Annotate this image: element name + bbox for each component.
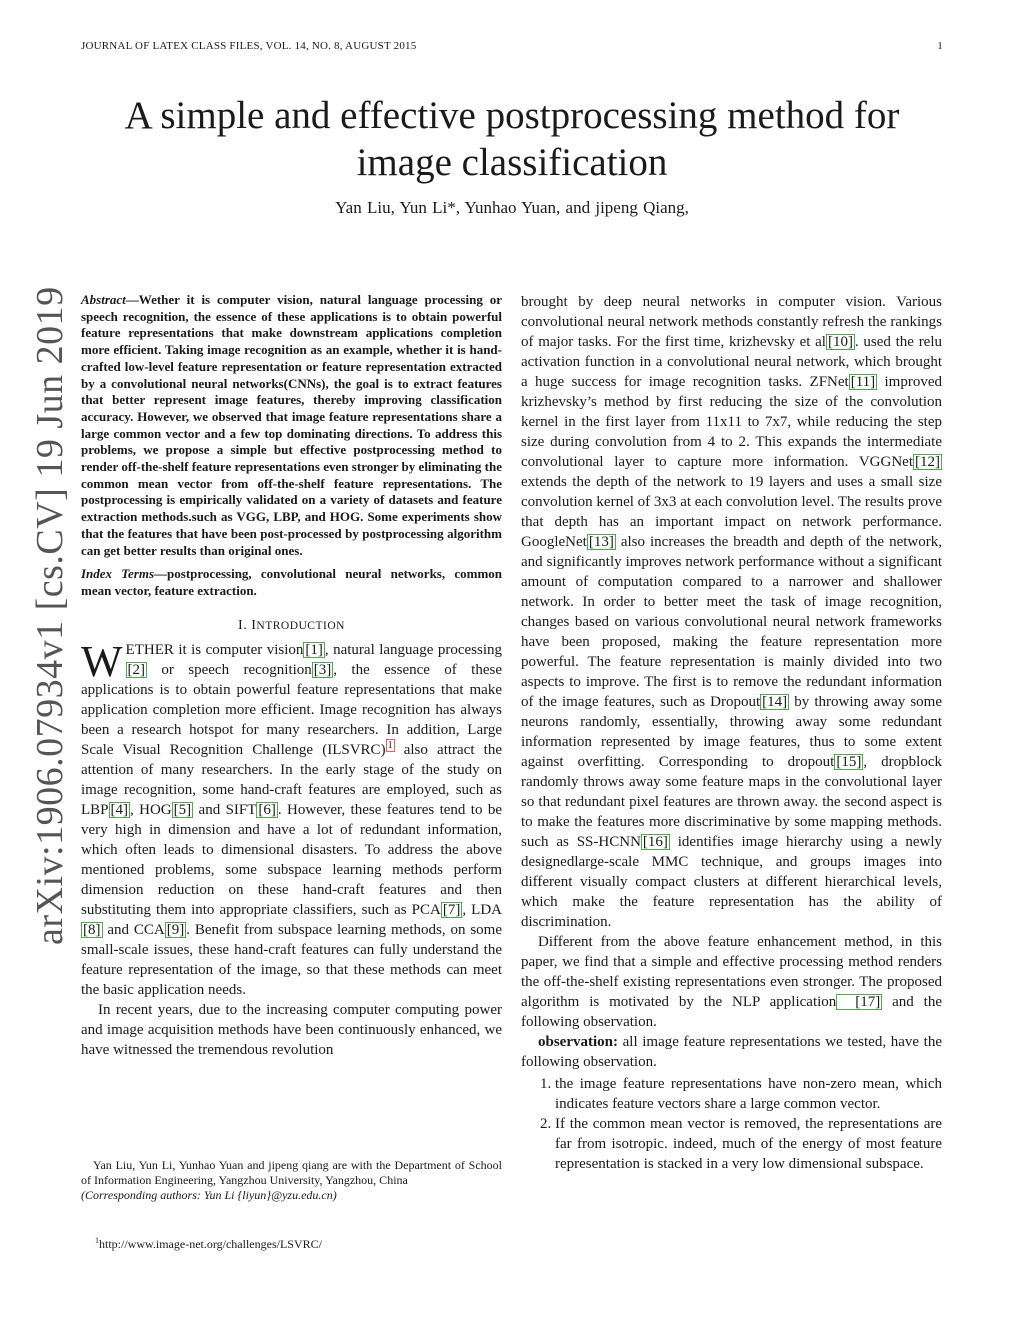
intro-text: ETHER it is computer vision [125, 641, 304, 658]
citation-link[interactable]: [12] [915, 454, 940, 470]
affiliation-text: Yan Liu, Yun Li, Yunhao Yuan and jipeng qiang are with the Department of School of Information Engineering, Yangzhou University, Yangzhou, China [81, 1158, 502, 1187]
index-terms-lead: Index Terms [81, 566, 155, 582]
body-text: and the following observation. [521, 994, 943, 1030]
dropcap: W [81, 636, 123, 686]
citation-link[interactable]: [15] [836, 754, 862, 770]
paper-title: A simple and effective postprocessing method for image classification [124, 94, 900, 184]
citation-link[interactable]: [7] [442, 901, 461, 918]
observation-text: all image feature representations we tested, have the following observation. [521, 1034, 942, 1070]
right-paragraph-1 [521, 292, 942, 932]
citation-link[interactable]: [14] [762, 694, 788, 710]
intro-text: or speech recognition [147, 661, 312, 678]
section-heading-introduction [81, 616, 502, 636]
citation-link[interactable]: [6] [258, 801, 276, 818]
author-list: Yan Liu, Yun Li*, Yunhao Yuan, and jipeng Qiang, [335, 198, 689, 217]
body-text: extends the depth of the network to 19 layers and uses a small size convolution kernel of 3x3 at each convolution level. The results prove that depth has an important impact on network performance. GoogleNet [521, 474, 942, 550]
abstract [81, 292, 502, 559]
observation-list [521, 1074, 942, 1174]
body-text: . used the relu activation function in a convolutional neural network, which brought a huge success for image recognition tasks. ZFNet [521, 334, 943, 390]
intro-text: , the essence of these applications is to obtain powerful feature representations that make application completion more efficient. Image recognition has always been a research hotspot for many researchers. In addition, Large Scale Visual Recognition Challenge (ILSVRC) [81, 661, 503, 758]
page-number: 1 [937, 40, 943, 52]
right-paragraph-2 [521, 932, 942, 1032]
citation-link[interactable]: [11] [850, 374, 876, 390]
citation-link[interactable]: [4] [110, 801, 129, 818]
citation-link[interactable]: [8] [83, 921, 101, 938]
citation-link[interactable]: [3] [313, 661, 332, 678]
intro-text: . Benefit from subspace learning methods, on some small-scale issues, these hand-craft features can fully understand the feature representation of the image, so that these methods can meet the basic application needs. [81, 921, 502, 998]
affiliation-footnote [81, 1158, 502, 1203]
intro-text: , natural language processing [324, 641, 502, 658]
footnote-marker: 1 [95, 1236, 99, 1245]
intro-paragraph-2: In recent years, due to the increasing computer computing power and image acquisition methods have been continuously enhanced, we have witnessed the tremendous revolution [81, 1001, 502, 1058]
citation-link[interactable]: [16] [642, 834, 668, 850]
body-text: brought by deep neural networks in computer vision. Various convolutional neural network methods constantly refresh the rankings of major tasks. For the first time, krizhevsky et al [521, 294, 942, 350]
citation-link[interactable]: [2] [127, 661, 146, 678]
citation-link[interactable]: [5] [173, 801, 192, 818]
intro-paragraph-1 [81, 636, 503, 1000]
body-text: Different from the above feature enhancement method, in this paper, we find that a simple and effective processing method renders the off-the-shelf existing representations even stronger. The proposed algorithm is motivated by the NLP application [521, 934, 942, 1010]
footnote-url-link[interactable]: http://www.image-net.org/challenges/LSVRC/ [99, 1237, 322, 1251]
section-title-initial: I [251, 617, 257, 633]
running-header [81, 40, 943, 58]
citation-link[interactable]: [17] [836, 994, 882, 1010]
index-terms-text: —postprocessing, convolutional neural networks, common mean vector, feature extraction. [81, 566, 503, 598]
intro-text: , LDA [462, 901, 502, 918]
citation-link[interactable]: [10] [827, 334, 853, 350]
observation-lead: observation: [538, 1034, 618, 1050]
corresponding-author: (Corresponding authors: Yun Li {liyun}@yzu.edu.cn) [81, 1188, 337, 1202]
body-text: improved krizhevsky’s method by first reducing the size of the convolution kernel in the first layer from 11x11 to 7x7, while reducing the step size during convolution from 4 to 2. This expands the intermediate convolutional layer to capture more information. VGGNet [521, 374, 942, 470]
citation-link[interactable]: [9] [166, 921, 185, 938]
intro-text: and SIFT [193, 801, 257, 818]
list-item: 2. If the common mean vector is removed, the representations are far from isotropic. indeed, much of the energy of most feature representation is stacked in a very low dimensional subspace. [555, 1114, 942, 1174]
section-numeral: I. [238, 617, 252, 633]
intro-text: also attract the attention of many researchers. In the early stage of the study on image recognition, some hand-craft features are employed, such as LBP [81, 741, 502, 818]
abstract-text: —Wether it is computer vision, natural language processing or speech recognition, the essence of these applications is to obtain powerful feature representations that make downstream applications completion more efficient. Taking image recognition as an example, whether it is hand-crafted low-level feature representation or feature representation extracted by a convolutional neural networks(CNNs), the goal is to extract features that better represent image features, thereby improving classification accuracy. However, we observed that image feature representations share a large common vector and a few top dominating directions. To address this problems, we propose a simple but effective postprocessing method to render off-the-shelf feature representations even stronger by eliminating the common mean vector from off-the-shelf feature representations. The postprocessing is empirically validated on a variety of datasets and feature extraction methods.such as VGG, LBP, and HOG. Some experiments show that the features that have been post-processed by postprocessing algorithm can get better results than original ones. [81, 292, 502, 558]
body-text: identifies image hierarchy using a newly designedlarge-scale MMC technique, and groups images into different visually compact clusters at different hierarchical levels, which make the feature representation has the ability of discrimination. [521, 834, 942, 930]
intro-text: . However, these features tend to be very high in dimension and have a lot of redundant information, which often leads to dimensional disasters. To address the above mentioned problems, some subspace learning methods perform dimension reduction on these hand-craft features and then substituting them into appropriate classifiers, such as PCA [81, 801, 503, 918]
list-item: 1. the image feature representations have non-zero mean, which indicates feature vectors share a large common vector. [555, 1074, 942, 1114]
citation-link[interactable]: [1] [305, 641, 323, 658]
arxiv-stamp[interactable]: arXiv:1906.07934v1 [cs.CV] 19 Jun 2019 [29, 286, 71, 945]
index-terms [81, 566, 502, 599]
citation-link[interactable]: [13] [588, 534, 614, 550]
section-title-rest: NTRODUCTION [256, 619, 345, 632]
left-column [81, 292, 502, 1060]
body-text: , dropblock randomly throws away some feature maps in the convolutional layer so that redundant pixel features are thrown away. the second aspect is to make the features more discriminative by some mapping methods. such as SS-HCNN [521, 754, 942, 850]
right-column [521, 292, 942, 1174]
observation-paragraph [521, 1032, 942, 1072]
footnote-link[interactable]: 1 [387, 739, 393, 751]
intro-text: and CCA [102, 921, 165, 938]
running-title: JOURNAL OF LATEX CLASS FILES, VOL. 14, NO. 8, AUGUST 2015 [81, 40, 417, 52]
intro-text: , HOG [130, 801, 172, 818]
body-text: by throwing away some neurons randomly, essentially, throwing away some redundant information represented by image features, thus to some extent against overfitting. Corresponding to dropout [521, 694, 942, 770]
body-text: also increases the breadth and depth of the network, and significantly improves network performance without a significant amount of computation compared to a narrower and shallower network. In order to better meet the task of image recognition, changes based on various convolutional neural network frameworks have been proposed, making the feature representation more powerful. The feature representation is mainly divided into two aspects to improve. The first is to remove the redundant information of the image features, such as Dropout [521, 534, 942, 710]
abstract-lead: Abstract [81, 292, 126, 307]
url-footnote [95, 1236, 322, 1252]
